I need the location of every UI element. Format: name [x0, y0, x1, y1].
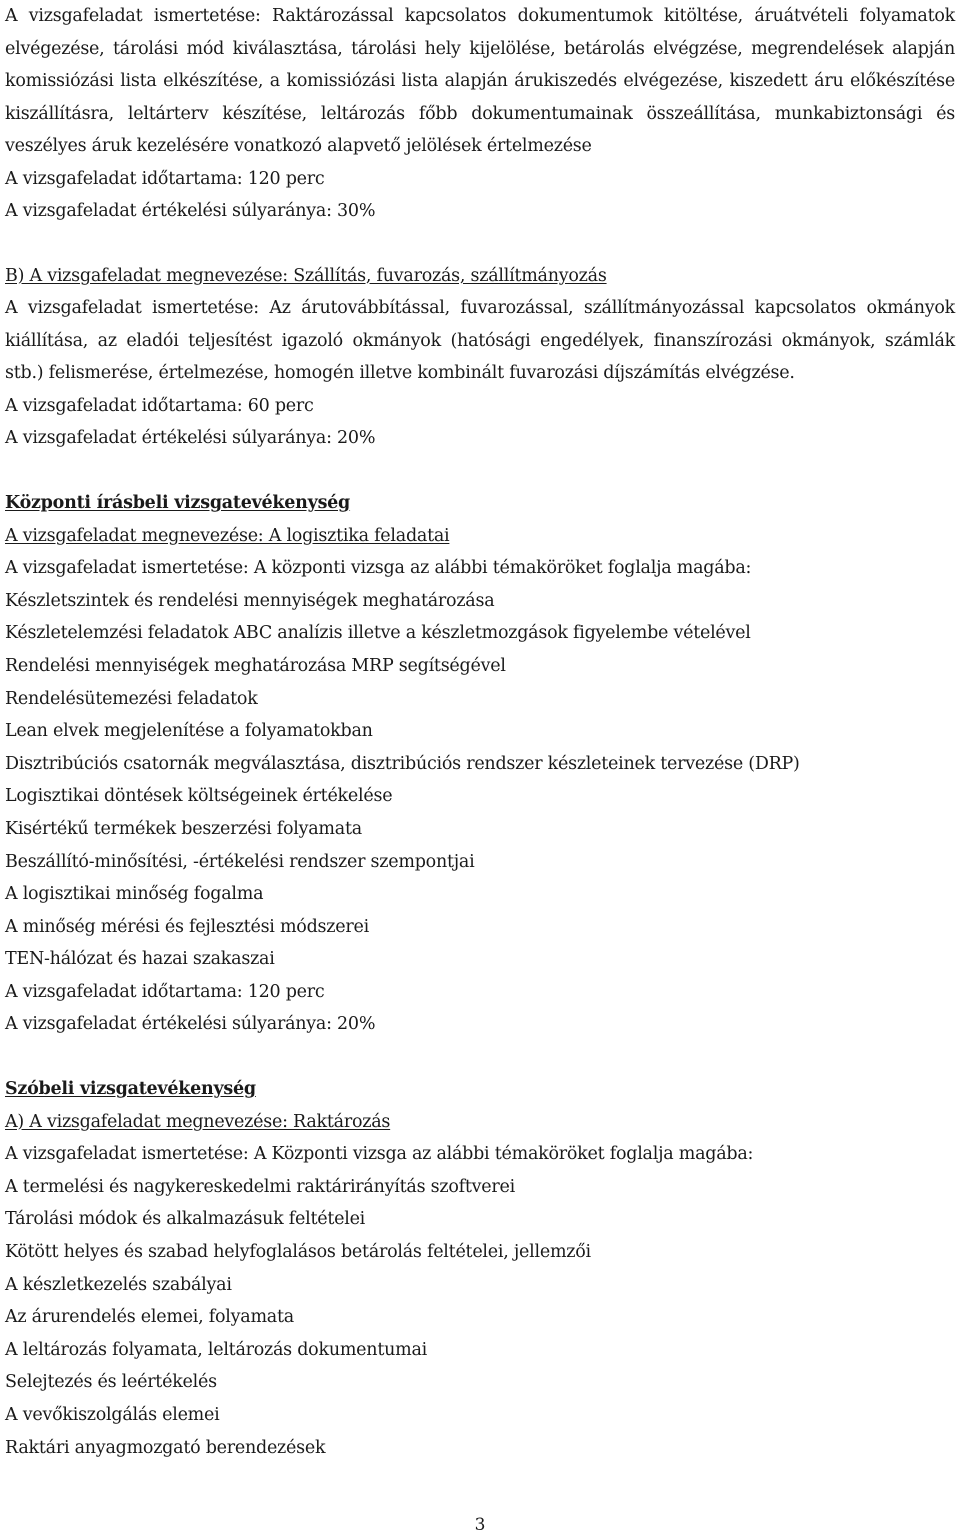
section-b-title: B) A vizsgafeladat megnevezése: Szállítás, fuvarozás, szállítmányozás — [5, 265, 607, 286]
topic-item: Disztribúciós csatornák megválasztása, disztribúciós rendszer készleteinek tervezése (DRP) — [5, 753, 800, 774]
section-a-weight: A vizsgafeladat értékelési súlyaránya: 30% — [5, 201, 376, 222]
spacer — [5, 1041, 955, 1073]
section-b-description: A vizsgafeladat ismertetése: Az árutovábbítással, fuvarozással, szállítmányozással kapcsolatos okmányok kiállítása, az eladói teljesítést igazoló okmányok (hatósági engedélyek, finanszírozási okmányok, számlák stb.) felismerése, értelmezése, homogén illetve kombinált fuvarozási díjszámítás elvégzése. — [5, 298, 955, 384]
page-number: 3 — [474, 1515, 486, 1535]
section-a-duration: A vizsgafeladat időtartama: 120 perc — [5, 168, 325, 189]
topic-item: TEN-hálózat és hazai szakaszai — [5, 949, 275, 970]
topic-item: Kisértékű termékek beszerzési folyamata — [5, 818, 362, 839]
topic-item: Készletszintek és rendelési mennyiségek meghatározása — [5, 590, 495, 611]
topic-item: Beszállító-minősítési, -értékelési rendszer szempontjai — [5, 851, 475, 872]
spacer — [5, 228, 955, 260]
written-duration: A vizsgafeladat időtartama: 120 perc — [5, 981, 325, 1002]
oral-task-name: A) A vizsgafeladat megnevezése: Raktározás — [5, 1111, 391, 1132]
topic-item: A logisztikai minőség fogalma — [5, 884, 264, 905]
topic-item: Készletelemzési feladatok ABC analízis illetve a készletmozgások figyelembe vételével — [5, 623, 751, 644]
topic-item: A minőség mérési és fejlesztési módszerei — [5, 916, 369, 937]
section-b-weight: A vizsgafeladat értékelési súlyaránya: 20% — [5, 428, 376, 449]
topic-item: Lean elvek megjelenítése a folyamatokban — [5, 721, 373, 742]
oral-intro: A vizsgafeladat ismertetése: A Központi vizsga az alábbi témaköröket foglalja magába: — [5, 1144, 754, 1165]
section-a-description: A vizsgafeladat ismertetése: Raktározással kapcsolatos dokumentumok kitöltése, áruátvételi folyamatok elvégezése, tárolási mód kiválasztása, tárolási hely kijelölése, betárolás elvégzése, megrendelések alapján komissiózási lista elkészítése, a komissiózási lista alapján árukiszedés elvégezése, kiszedett áru előkészítése kiszállításra, leltárterv készítése, leltározás főbb dokumentumainak összeállítása, munkabiztonsági és veszélyes áruk kezelésére vonatkozó alapvető jelölések értelmezése — [5, 6, 955, 156]
topic-item: Tárolási módok és alkalmazásuk feltételei — [5, 1209, 366, 1230]
written-intro: A vizsgafeladat ismertetése: A központi vizsga az alábbi témaköröket foglalja magába: — [5, 558, 752, 579]
topic-item: Selejtezés és leértékelés — [5, 1372, 217, 1393]
topic-item: Raktári anyagmozgató berendezések — [5, 1437, 326, 1458]
topic-item: Az árurendelés elemei, folyamata — [5, 1307, 294, 1328]
topic-item: Rendelési mennyiségek meghatározása MRP segítségével — [5, 655, 506, 676]
written-weight: A vizsgafeladat értékelési súlyaránya: 20% — [5, 1014, 376, 1035]
written-task-name: A vizsgafeladat megnevezése: A logisztika feladatai — [5, 525, 450, 546]
topic-item: A leltározás folyamata, leltározás dokumentumai — [5, 1339, 427, 1360]
topic-item: Rendelésütemezési feladatok — [5, 688, 258, 709]
document-page — [5, 0, 955, 1464]
topic-item: Logisztikai döntések költségeinek értékelése — [5, 786, 393, 807]
topic-item: A termelési és nagykereskedelmi raktárirányítás szoftverei — [5, 1176, 515, 1197]
topic-item: A vevőkiszolgálás elemei — [5, 1405, 220, 1425]
topic-item: Kötött helyes és szabad helyfoglalásos betárolás feltételei, jellemzői — [5, 1242, 591, 1263]
spacer — [5, 455, 955, 487]
section-b-duration: A vizsgafeladat időtartama: 60 perc — [5, 395, 314, 416]
written-exam-heading: Központi írásbeli vizsgatevékenység — [5, 492, 351, 513]
topic-item: A készletkezelés szabályai — [5, 1274, 232, 1295]
oral-exam-heading: Szóbeli vizsgatevékenység — [5, 1079, 256, 1100]
